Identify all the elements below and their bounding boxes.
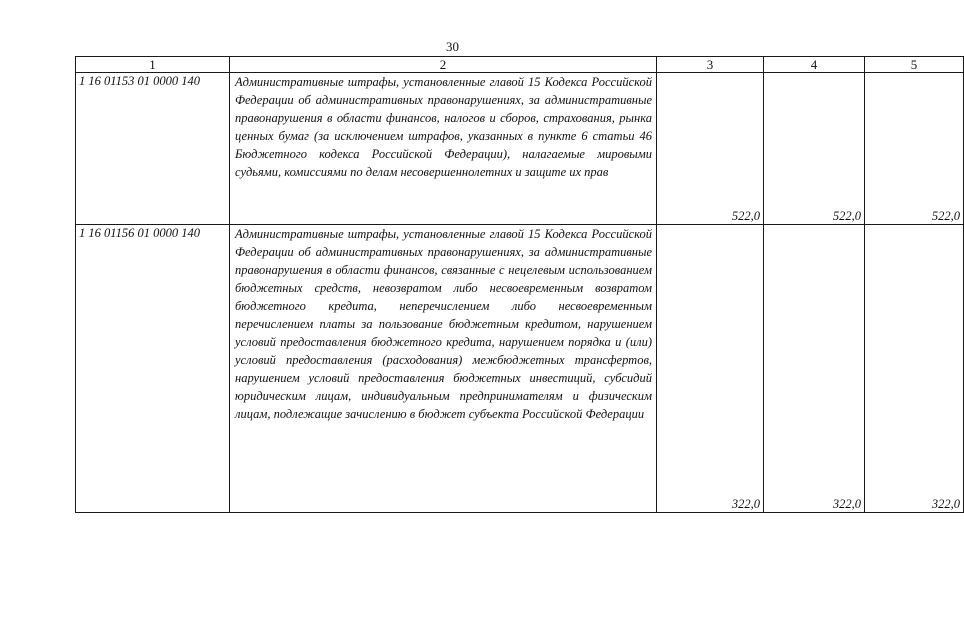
amount-cell-col3 (657, 225, 764, 513)
amount-value: 322,0 (832, 497, 861, 511)
table-header-row (76, 57, 964, 73)
column-header-3: 3 (657, 57, 764, 73)
amount-value: 322,0 (931, 497, 960, 511)
table-row (76, 73, 964, 225)
amount-value: 522,0 (832, 209, 861, 223)
revenue-description: Административные штрафы, установленные главой 15 Кодекса Российской Федерации об административных правонарушениях, за административные правонарушения в области финансов, налогов и сборов, страхования, рынка ценных бумаг (за исключением штрафов, указанных в пункте 6 статьи 46 Бюджетного кодекса Российской Федерации), налагаемые мировыми судьями, комиссиями по делам несовершеннолетних и защите их прав (230, 73, 657, 225)
revenue-description: Административные штрафы, установленные главой 15 Кодекса Российской Федерации об административных правонарушениях, за административные правонарушения в области финансов, связанные с нецелевым использованием бюджетных средств, невозвратом либо несвоевременным возвратом бюджетного кредита, неперечислением либо несвоевременным перечислением платы за пользование бюджетным кредитом, нарушением условий предоставления бюджетного кредита, нарушением порядка и (или) условий предоставления (расходования) межбюджетных трансфертов, нарушением условий предоставления бюджетных инвестиций, субсидий юридическим лицам, индивидуальным предпринимателям и физическим лицам, подлежащие зачислению в бюджет субъекта Российской Федерации (230, 225, 657, 513)
table-row (76, 225, 964, 513)
amount-cell-col4 (764, 225, 865, 513)
amount-cell-col5 (865, 225, 964, 513)
amount-cell-col5 (865, 73, 964, 225)
classification-code: 1 16 01156 01 0000 140 (76, 225, 230, 513)
amount-value: 322,0 (731, 497, 760, 511)
classification-code: 1 16 01153 01 0000 140 (76, 73, 230, 225)
amount-value: 522,0 (731, 209, 760, 223)
amount-value: 522,0 (931, 209, 960, 223)
column-header-1: 1 (76, 57, 230, 73)
amount-cell-col3 (657, 73, 764, 225)
amount-cell-col4 (764, 73, 865, 225)
page-number: 30 (446, 39, 459, 54)
column-header-5: 5 (865, 57, 964, 73)
budget-revenue-table (75, 56, 964, 513)
column-header-4: 4 (764, 57, 865, 73)
column-header-2: 2 (230, 57, 657, 73)
